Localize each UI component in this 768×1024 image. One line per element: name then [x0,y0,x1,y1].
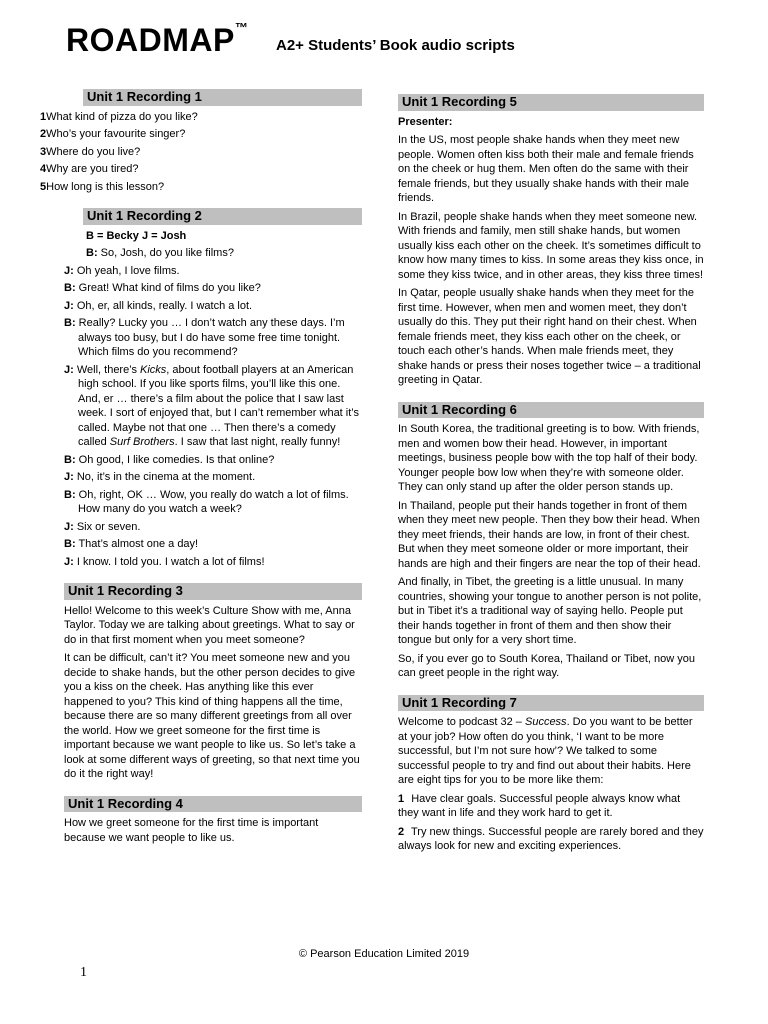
dialogue-line: B: Oh, right, OK … Wow, you really do watch a lot of films. How many do you watch a week? [64,488,349,515]
question-item: 3Where do you live? [40,145,141,158]
section-recording-7 [398,695,704,854]
tip-item: 2 Try new things. Successful people are rarely bored and they always look for new and exciting experiences. [398,825,704,852]
dialogue-line: J: Six or seven. [64,520,141,533]
section-recording-5 [398,94,704,388]
section-recording-1 [40,89,362,194]
podcast-title: Success [524,716,567,728]
section-title: Unit 1 Recording 3 [64,583,362,600]
section-title: Unit 1 Recording 5 [398,94,704,111]
section-recording-4 [40,796,362,846]
paragraph: In the US, most people shake hands when they meet new people. Women often kiss both their male and female friends on the cheek or hug them. Men often do the same with their female friends, but they usually shake hands with their male friends. [398,134,694,204]
paragraph: In South Korea, the traditional greeting is to bow. With friends, men and women bow their head. However, in important meetings, business people bow with the top half of their body. Younger people bow low when they’re with someone older. They can only stand up after the older person stands up. [398,423,700,493]
dialogue-line: J: No, it’s in the cinema at the moment. [64,471,256,483]
dialogue-line: B: Oh good, I like comedies. Is that online? [64,453,275,466]
dialogue-line: J: Oh, er, all kinds, really. I watch a lot. [64,299,253,312]
question-item: 1What kind of pizza do you like? [40,110,198,123]
film-title: Kicks [140,363,167,376]
speaker-key: B = Becky J = Josh [86,229,187,242]
section-recording-2 [40,208,362,569]
dialogue-line: J: Oh yeah, I love films. [64,264,180,277]
paragraph: In Qatar, people usually shake hands when they meet for the first time. However, when men and women meet, they don’t usually do this. They put their right hand on their chest. When female friends meet, they kiss each other on the cheek, or touch each other’s hands. When male friends meet, they shake hands or press their noses together twice – a traditional greeting in Qatar. [398,287,701,386]
trademark: ™ [234,20,248,35]
dialogue-line: B: Great! What kind of films do you like? [64,282,261,294]
dialogue-line: B: So, Josh, do you like films? [86,247,234,259]
paragraph: In Thailand, people put their hands together in front of them when they meet new people. Then they bow their head. When they meet friends, their hands are low, in front of their chest. But when they meet someone older or more important, their hands are high and their fingers are near the top of their head. [398,499,701,570]
dialogue-line: J: I know. I told you. I watch a lot of films! [64,555,265,568]
copyright-footer: © Pearson Education Limited 2019 [298,948,470,960]
dialogue-line: J: Well, there’s Kicks, about football players at an American high school. If you like sports films, you’ll like this one. And, er … there’s a film about the police that I saw last week. I sort of enjoyed that, but I can’t remember what it’s called. Maybe not that one … Then there’s a comedy called Surf Brothers. I saw that last night, really funny! [64,363,360,448]
paragraph: How we greet someone for the first time is important because we want people to like us. [64,817,319,844]
presenter-label: Presenter: [398,115,453,128]
section-title: Unit 1 Recording 4 [64,796,362,813]
section-recording-6 [398,402,704,681]
paragraph: In Brazil, people shake hands when they meet someone new. With friends and family, men still shake hands, but women usually kiss each other on the cheek. It’s sometimes difficult to know how many times to kiss. In some areas they kiss once, in some they kiss twice, and in other areas, they kiss three times! [398,210,704,281]
section-title: Unit 1 Recording 1 [83,89,362,106]
paragraph: Welcome to podcast 32 – Success. Do you want to be better at your job? How often do you think, ‘I want to be more successful, but I’m not sure how’? We talked to some successful people to try and find out about their habits. Here are eight tips for you to be more like them: [398,716,693,786]
right-column [398,94,704,868]
brand-title: ROADMAP [66,22,235,58]
film-title: Surf Brothers [109,436,175,448]
paragraph: And finally, in Tibet, the greeting is a little unusual. In many countries, showing your tongue to another person is not polite, but in Tibet it’s a traditional way of saying hello. People put their hands together in front of them and then show their tongue but only for a very short time. [398,576,702,646]
section-title: Unit 1 Recording 7 [398,695,704,712]
tip-item: 1 Have clear goals. Successful people always know what they want in life and they work hard to get it. [398,792,681,819]
question-item: 2Who’s your favourite singer? [40,128,186,140]
header [66,22,248,59]
question-item: 5How long is this lesson? [40,180,165,193]
section-recording-3 [40,583,362,782]
section-title: Unit 1 Recording 6 [398,402,704,419]
question-item: 4Why are you tired? [40,163,139,175]
paragraph: It can be difficult, can’t it? You meet someone new and you decide to shake hands, but the other person decides to give you a kiss on the cheek. Has anything like this ever happened to you? This kind of thing happens all the time, because there are so many different greetings from all over the world. How we greet someone for the first time is important because we want people to like us. So let’s take a look at some different ways of greeting, so that next time you do it the right way! [64,652,360,780]
section-title: Unit 1 Recording 2 [83,208,362,225]
document-subtitle: A2+ Students’ Book audio scripts [276,37,515,54]
left-column [40,89,362,859]
paragraph: Hello! Welcome to this week’s Culture Show with me, Anna Taylor. Today we are talking about greetings. What to say or do in that first moment when you meet someone? [64,604,355,646]
paragraph: So, if you ever go to South Korea, Thailand or Tibet, now you can greet people in the right way. [398,652,695,679]
dialogue-line: B: Really? Lucky you … I don’t watch any these days. I’m always too busy, but I do have some free time tonight. Which films do you recommend? [64,317,345,358]
dialogue-line: B: That’s almost one a day! [64,538,199,550]
page-number: 1 [80,965,87,980]
